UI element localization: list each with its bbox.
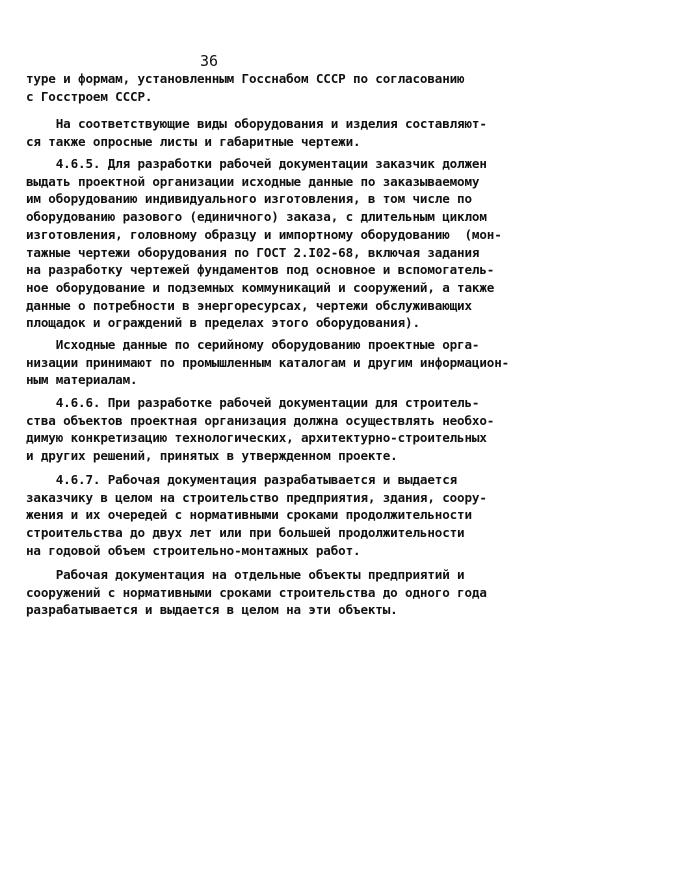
text-line: им оборудованию индивидуального изготовления, в том числе по: [26, 191, 472, 207]
text-line: сооружений с нормативными сроками строительства до одного года: [26, 584, 487, 600]
text-line: оборудованию разового (единичного) заказа, с длительным циклом: [26, 209, 487, 225]
paragraph-separate-objects: [26, 566, 496, 619]
text-line: ства объектов проектная организация должна осуществлять необхо-: [26, 412, 495, 428]
paragraph-questionnaires: [26, 115, 496, 150]
text-line: димую конкретизацию технологических, архитектурно-строительных: [26, 430, 487, 446]
text-line: ся также опросные листы и габаритные чертежи.: [26, 133, 361, 149]
text-line: 4.6.6. При разработке рабочей документации для строитель-: [26, 395, 480, 410]
text-line: Рабочая документация на отдельные объекты предприятий и: [26, 567, 465, 582]
text-line: разрабатывается и выдается в целом на эти объекты.: [26, 602, 398, 618]
page-number: 36: [200, 52, 219, 70]
text-line: На соответствующие виды оборудования и изделия составляют-: [26, 116, 487, 131]
text-line: туре и формам, установленным Госснабом СССР по согласованию: [26, 71, 465, 86]
text-line: и других решений, принятых в утвержденном проекте.: [26, 448, 398, 464]
paragraph-4-6-7: [26, 471, 496, 560]
text-line: на годовой объем строительно-монтажных работ.: [26, 542, 361, 558]
text-line: площадок и ограждений в пределах этого оборудования).: [26, 315, 420, 331]
text-line: ным материалам.: [26, 372, 138, 388]
text-line: заказчику в целом на строительство предприятия, здания, соору-: [26, 489, 487, 505]
paragraph-4-6-6: [26, 394, 496, 465]
text-line: выдать проектной организации исходные данные по заказываемому: [26, 173, 480, 189]
text-line: строительства до двух лет или при большей продолжительности: [26, 525, 465, 541]
paragraph-continuation: [26, 70, 496, 105]
text-line: 4.6.7. Рабочая документация разрабатывается и выдается: [26, 472, 458, 487]
text-line: данные о потребности в энергоресурсах, чертежи обслуживающих: [26, 297, 472, 313]
paragraph-4-6-5: [26, 155, 502, 332]
text-line: 4.6.5. Для разработки рабочей документации заказчик должен: [26, 156, 487, 171]
paragraph-serial-equipment: [26, 336, 510, 389]
text-line: ное оборудование и подземных коммуникаций и сооружений, а также: [26, 279, 495, 295]
text-line: на разработку чертежей фундаментов под основное и вспомогатель-: [26, 262, 495, 278]
text-line: жения и их очередей с нормативными сроками продолжительности: [26, 507, 472, 523]
text-line: с Госстроем СССР.: [26, 88, 153, 104]
text-line: тажные чертежи оборудования по ГОСТ 2.I02-68, включая задания: [26, 244, 480, 260]
text-line: изготовления, головному образцу и импортному оборудованию (мон-: [26, 226, 502, 242]
text-line: Исходные данные по серийному оборудованию проектные орга-: [26, 337, 480, 352]
text-line: низации принимают по промышленным каталогам и другим информацион-: [26, 354, 510, 370]
